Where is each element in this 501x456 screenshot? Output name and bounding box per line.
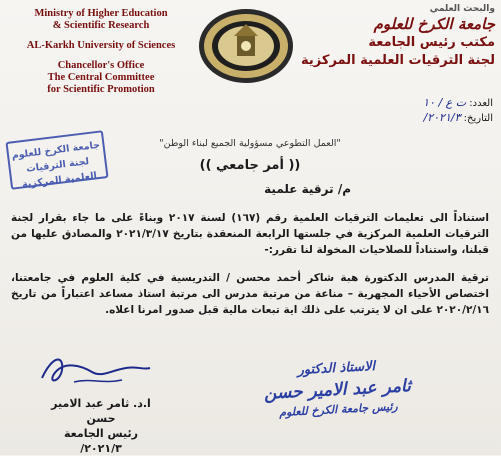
- ministry-line2: & Scientific Research: [52, 20, 150, 31]
- office-line3: for Scientific Promotion: [47, 84, 155, 95]
- president-stamp: [221, 354, 455, 448]
- university-name-ar: جامعة الكرخ للعلوم: [373, 15, 495, 33]
- signer-title: رئيس الجامعة: [64, 427, 138, 440]
- committee-stamp-line2: لجنة الترقيات العلمية المركزية: [21, 156, 98, 191]
- signer-block: [36, 396, 166, 456]
- header-english: [6, 8, 196, 96]
- signer-name: ا.د. ثامر عبد الامير حسن: [51, 397, 151, 425]
- committee-stamp-line1: جامعة الكرخ للعلوم: [11, 139, 101, 162]
- reference-block: [423, 96, 493, 126]
- body-paragraph-2: ترقية المدرس الدكتورة هبة شاكر أحمد محسن / التدريسية في كلية العلوم في جامعتنا، اختصاص الأحياء المجهرية – مناعة من مرتبة مدرس الى مرتبة استاذ مساعد اعتباراً من تاريخ ٢٠٢٠/٢/١٦ على ان لا يترتب على ذلك اية تبعات مالية قبل صدور امرنا اعلاه.: [11, 272, 489, 316]
- office-arabic: مكتب رئيس الجامعة: [368, 35, 495, 50]
- office-line1: Chancellor's Office: [57, 60, 145, 71]
- signer-date: ٢٠٢١/٣/: [80, 442, 122, 455]
- ministry-arabic: والبحث العلمي: [429, 4, 495, 14]
- body-paragraph-1: استناداً الى تعليمات الترقيات العلمية رقم (١٦٧) لسنة ٢٠١٧ وبناءً على ما جاء بقرار لجنة الترقيات العلمية المركزية في جلستها الرابعة المنعقدة بتاريخ ٢٠٢١/٣/١٧ والمصادق عليها من قبلنا، واستناداً للصلاحيات المخولة لنا تقرر:-: [11, 212, 489, 256]
- handwritten-signature: [34, 348, 154, 393]
- president-stamp-line2: ثامر عبد الامير حسن: [263, 376, 412, 404]
- committee-arabic: لجنة الترقيات العلمية المركزية: [301, 53, 495, 68]
- ministry-line1: Ministry of Higher Education: [34, 8, 168, 19]
- university-logo: [196, 6, 296, 86]
- subject-line: م/ ترقية علمية: [264, 182, 351, 196]
- ref-date-label: التاريخ:: [463, 113, 493, 124]
- ref-number-label: العدد:: [469, 98, 493, 109]
- president-stamp-line3: رئيس جامعة الكرخ للعلوم: [278, 399, 398, 420]
- university-name-en: AL-Karkh University of Sciences: [26, 40, 176, 51]
- header-arabic: [295, 4, 495, 70]
- president-stamp-line1: الاستاذ الدكتور: [297, 359, 376, 379]
- ref-date-value: ٢٠٢١/٣/: [423, 111, 461, 124]
- committee-stamp: [5, 130, 108, 190]
- ref-number-value: ت ع / ١٠: [423, 96, 467, 109]
- motto: "العمل التطوعي مسؤولية الجميع لبناء الوطن": [159, 138, 341, 149]
- office-line2: The Central Committee: [47, 72, 155, 83]
- order-title: (( أمر جامعي )): [199, 158, 301, 173]
